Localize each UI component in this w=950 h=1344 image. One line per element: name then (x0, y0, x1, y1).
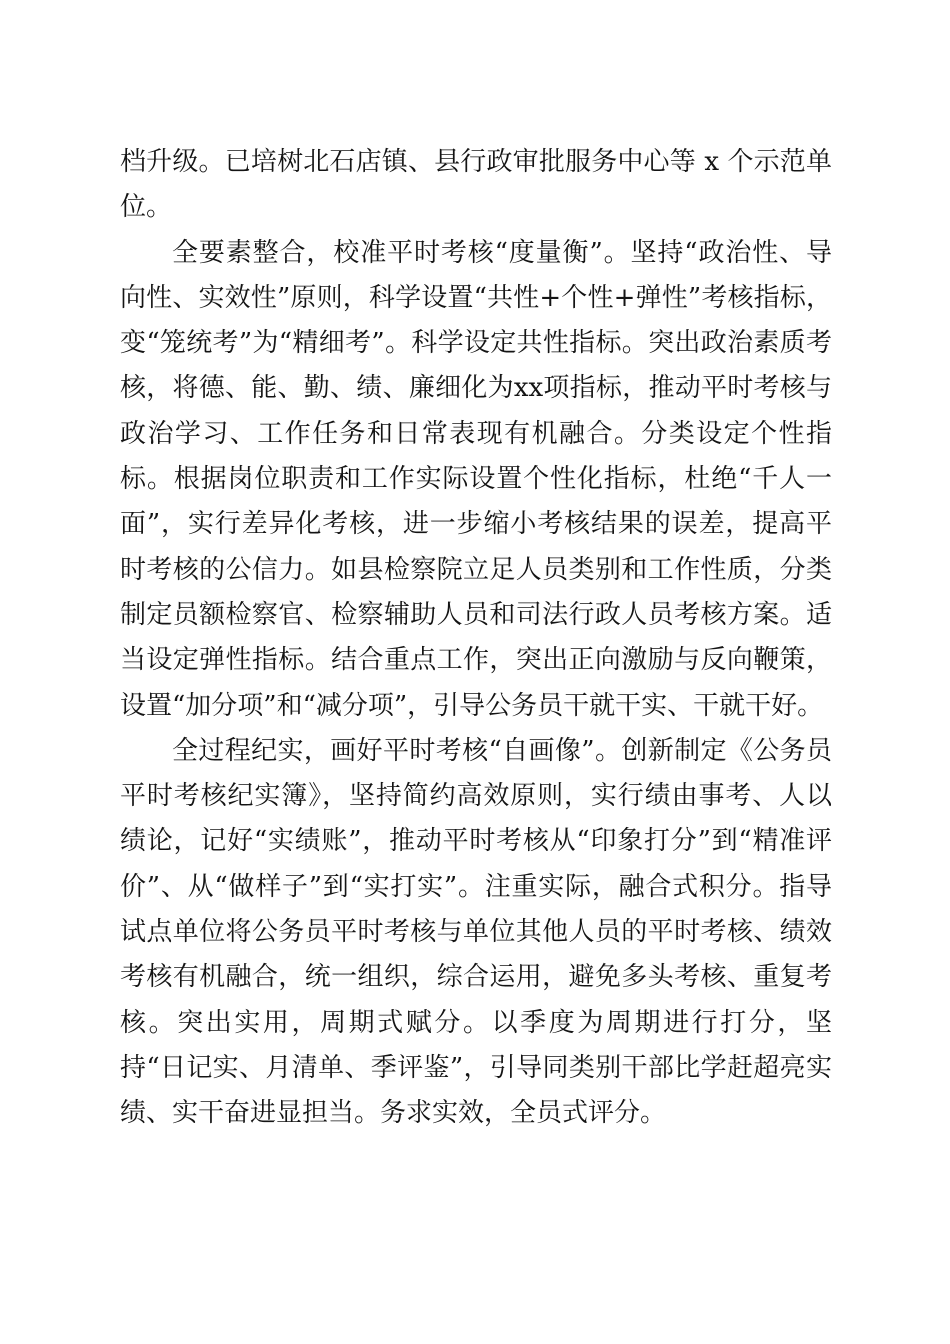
document-body (120, 140, 832, 1137)
paragraph-continuation: 档升级。已培树北石店镇、县行政审批服务中心等 x 个示范单位。 (120, 147, 832, 223)
paragraph-full-element-integration: 全要素整合，校准平时考核“度量衡”。坚持“政治性、导向性、实效性”原则，科学设置“共性+个性+弹性”考核指标，变“笼统考”为“精细考”。科学设定共性指标。突出政治素质考核，将德、能、勤、绩、廉细化为xx项指标，推动平时考核与政治学习、工作任务和日常表现有机融合。分类设定个性指标。根据岗位职责和工作实际设置个性化指标，杜绝“千人一面”，实行差异化考核，进一步缩小考核结果的误差，提高平时考核的公信力。如县检察院立足人员类别和工作性质，分类制定员额检察官、检察辅助人员和司法行政人员考核方案。适当设定弹性指标。结合重点工作，突出正向激励与反向鞭策，设置“加分项”和“减分项”，引导公务员干就干实、干就干好。 (120, 237, 832, 721)
paragraph-full-process-record: 全过程纪实，画好平时考核“自画像”。创新制定《公务员平时考核纪实簿》，坚持简约高效原则，实行绩由事考、人以绩论，记好“实绩账”，推动平时考核从“印象打分”到“精准评价”、从“做样子”到“实打实”。注重实际，融合式积分。指导试点单位将公务员平时考核与单位其他人员的平时考核、绩效考核有机融合，统一组织，综合运用，避免多头考核、重复考核。突出实用，周期式赋分。以季度为周期进行打分，坚持“日记实、月清单、季评鉴”，引导同类别干部比学赶超亮实绩、实干奋进显担当。务求实效，全员式评分。 (120, 735, 832, 1129)
